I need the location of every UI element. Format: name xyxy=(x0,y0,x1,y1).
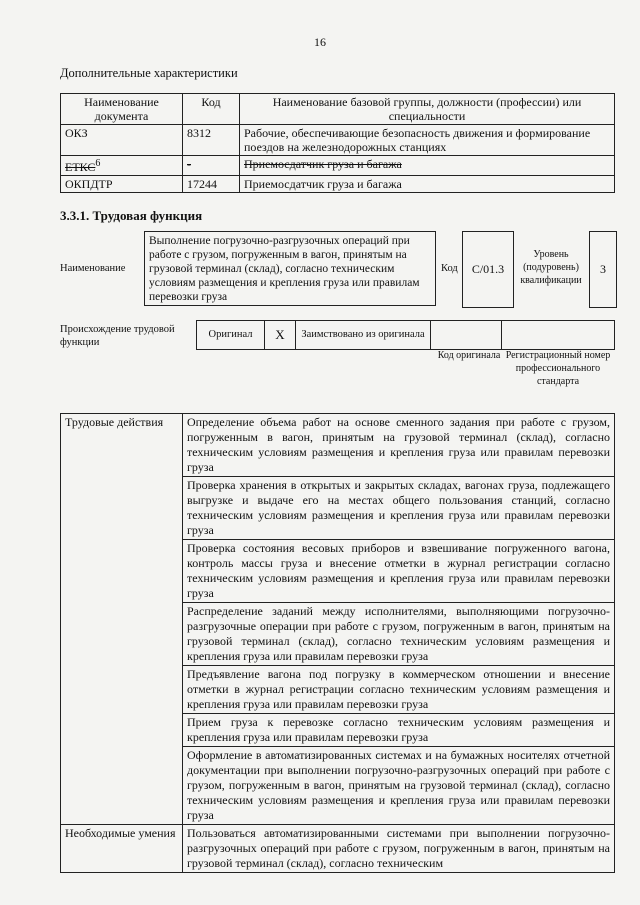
registration-number-caption: Регистрационный номер профессионального стандарта xyxy=(505,350,611,387)
function-code-box: С/01.3 xyxy=(462,231,514,308)
table-row xyxy=(61,414,615,477)
code-cell: 8312 xyxy=(183,125,240,156)
original-code-cell xyxy=(431,321,502,349)
doc-cell xyxy=(61,156,183,176)
name-label: Наименование xyxy=(60,263,126,274)
function-details-table xyxy=(60,413,615,873)
additional-heading: Дополнительные характеристики xyxy=(60,66,238,80)
table-row xyxy=(61,825,615,873)
page-number: 16 xyxy=(314,35,326,49)
function-name-box: Выполнение погрузочно-разгрузочных операций при работе с грузом, погруженным в вагон, принятым на грузовой терминал (склад), согласно техническим условиям размещения и крепления груза или правилам перевозки груза xyxy=(144,231,436,306)
action-item: Оформление в автоматизированных системах и на бумажных носителях отчетной документации при выполнении погрузочно-разгрузочных операций при работе с грузом, погруженным в вагон, принятым на грузовой терминал (склад), согласно техническим условиям размещения и крепления груза или правилам перевозки груза xyxy=(183,747,615,825)
column-header: Наименование базовой группы, должности (профессии) или специальности xyxy=(240,94,615,125)
original-mark: X xyxy=(265,321,296,349)
additional-table xyxy=(60,93,615,193)
skill-item: Пользоваться автоматизированными системами при выполнении погрузочно-разгрузочных операций при работе с грузом, погруженным в вагон, принятым на грузовой терминал (склад), согласно техническим xyxy=(183,825,615,873)
code-cell: - xyxy=(183,156,240,176)
code-label: Код xyxy=(441,263,458,274)
table-row xyxy=(61,125,615,156)
code-cell: 17244 xyxy=(183,176,240,193)
level-label: Уровень (подуровень) квалификации xyxy=(520,249,582,286)
action-item: Распределение заданий между исполнителями, выполняющими погрузочно-разгрузочные операции при работе с грузом, погруженным в вагон, принятым на грузовой терминал (склад), согласно техническим условиям размещения и крепления груза или правилам перевозки груза xyxy=(183,603,615,666)
doc-name: ЕТКС xyxy=(65,160,96,174)
action-item: Проверка хранения в открытых и закрытых складах, вагонах груза, подлежащего выгрузке и выдаче его на местах общего пользования станций, согласно техническим условиям размещения и крепления груза или правилам перевозки груза xyxy=(183,477,615,540)
level-box: 3 xyxy=(589,231,617,308)
table-header-row xyxy=(61,94,615,125)
original-code-caption: Код оригинала xyxy=(437,350,501,361)
action-item: Определение объема работ на основе сменного задания при работе с грузом, погруженным в вагон, принятым на грузовой терминал (склад), согласно техническим условиям размещения и крепления груза или правилам перевозки груза xyxy=(183,414,615,477)
actions-label: Трудовые действия xyxy=(61,414,183,825)
origin-label: Происхождение трудовой функции xyxy=(60,324,175,348)
original-cell: Оригинал xyxy=(197,321,265,349)
column-header: Наименование документа xyxy=(61,94,183,125)
borrowed-cell: Заимствовано из оригинала xyxy=(296,321,431,349)
origin-row xyxy=(196,320,615,350)
registration-number-cell xyxy=(502,321,614,349)
name-cell: Рабочие, обеспечивающие безопасность движения и формирование поездов на железнодорожных станциях xyxy=(240,125,615,156)
name-cell: Приемосдатчик груза и багажа xyxy=(240,176,615,193)
action-item: Проверка состояния весовых приборов и взвешивание погруженного вагона, контроль массы груза и внесение отметки в журнал регистрации согласно техническим условиям размещения и крепления груза или правилам перевозки груза xyxy=(183,540,615,603)
action-item: Прием груза к перевозке согласно техническим условиям размещения и крепления груза или правилам перевозки груза xyxy=(183,714,615,747)
column-header: Код xyxy=(183,94,240,125)
name-cell: Приемосдатчик груза и багажа xyxy=(240,156,615,176)
doc-cell: ОКПДТР xyxy=(61,176,183,193)
skills-label: Необходимые умения xyxy=(61,825,183,873)
table-row xyxy=(61,156,615,176)
footnote-mark: 6 xyxy=(95,158,101,169)
doc-cell: ОКЗ xyxy=(61,125,183,156)
section-title: 3.3.1. Трудовая функция xyxy=(60,208,203,223)
action-item: Предъявление вагона под погрузку в коммерческом отношении и внесение отметки в журнал регистрации согласно техническим условиям размещения и крепления груза или правилам перевозки груза xyxy=(183,666,615,714)
table-row xyxy=(61,176,615,193)
